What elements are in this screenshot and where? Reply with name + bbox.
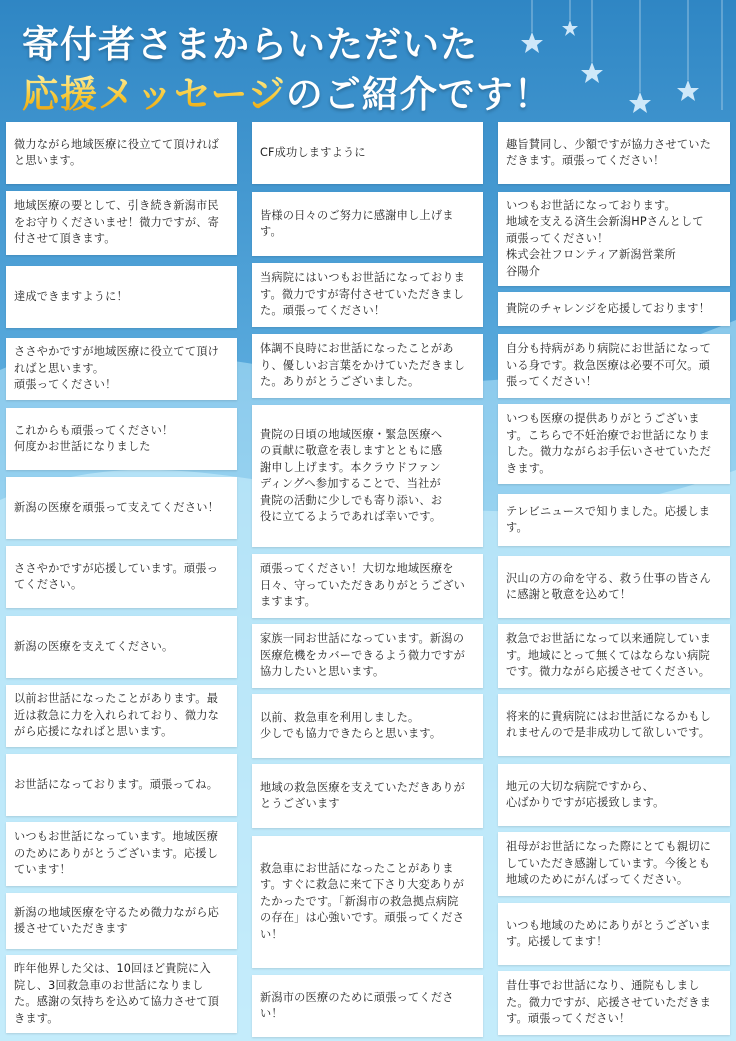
message-card: 地域医療の要として、引き続き新潟市民 をお守りくださいませ！微力ですが、寄 付させて頂きます。 — [6, 191, 237, 255]
message-card: 当病院にはいつもお世話になっておりま す。微力ですが寄付させていただきまし た。頑張ってください！ — [252, 263, 483, 327]
message-card: 貴院の日頃の地域医療・緊急医療へ の貢献に敬意を表しますとともに感 謝申し上げます。本クラウドファン ディングへ参加することで、当社が 貴院の活動に少しでも寄り添い、お 役に立てるようであれば幸いです。 — [252, 405, 483, 547]
message-card: CF成功しますように — [252, 122, 483, 184]
message-card: 救急でお世話になって以来通院していま す。地域にとって無くてはならない病院 です。微力ながら応援させてください。 — [498, 624, 730, 688]
message-card: いつも医療の提供ありがとうございま す。こちらで不妊治療でお世話になりま した。微力ながらお手伝いさせていただ きます。 — [498, 404, 730, 484]
message-card: お世話になっております。頑張ってね。 — [6, 754, 237, 816]
message-card: ささやかですが応援しています。頑張っ てください。 — [6, 546, 237, 608]
message-card: これからも頑張ってください！ 何度かお世話になりました — [6, 408, 237, 470]
message-card: 沢山の方の命を守る、救う仕事の皆さん に感謝と敬意を込めて！ — [498, 556, 730, 618]
message-card: 微力ながら地域医療に役立てて頂ければ と思います。 — [6, 122, 237, 184]
message-card: 昨年他界した父は、10回ほど貴院に入 院し、3回救急車のお世話になりまし た。感謝の気持ちを込めて協力させて頂 きます。 — [6, 955, 237, 1033]
title-rest: のご紹介です！ — [285, 73, 552, 116]
message-card: いつも地域のためにありがとうございま す。応援してます！ — [498, 903, 730, 965]
message-card: 家族一同お世話になっています。新潟の 医療危機をカバーできるよう微力ですが 協力したいと思います。 — [252, 624, 483, 688]
page-header — [0, 0, 736, 120]
message-card: 新潟の医療を支えてください。 — [6, 616, 237, 678]
message-card: 体調不良時にお世話になったことがあ り、優しいお言葉をかけていただきまし た。ありがとうございました。 — [252, 334, 483, 398]
message-card: 地域の救急医療を支えていただきありが とうございます — [252, 764, 483, 828]
message-card: 新潟市の医療のために頑張ってくださ い！ — [252, 975, 483, 1037]
message-card: 達成できますように！ — [6, 266, 237, 328]
page-title-line2 — [22, 64, 552, 118]
message-card: テレビニュースで知りました。応援しま す。 — [498, 494, 730, 546]
message-card: 昔仕事でお世話になり、通院もしまし た。微力ですが、応援させていただきま す。頑張ってください！ — [498, 971, 730, 1035]
message-card: 以前お世話になったことがあります。最 近は救急に力を入れられており、微力な がら応援になればと思います。 — [6, 685, 237, 747]
message-card: ささやかですが地域医療に役立てて頂け ればと思います。 頑張ってください！ — [6, 338, 237, 400]
message-card: 以前、救急車を利用しました。 少しでも協力できたらと思います。 — [252, 694, 483, 758]
message-card: 将来的に貴病院にはお世話になるかもし れませんので是非成功して欲しいです。 — [498, 694, 730, 756]
message-card: 地元の大切な病院ですから、 心ばかりですが応援致します。 — [498, 764, 730, 826]
title-highlight: 応援メッセージ — [22, 73, 286, 116]
message-card: いつもお世話になっています。地域医療 のためにありがとうございます。応援し ています！ — [6, 822, 237, 886]
message-card: 新潟の地域医療を守るため微力ながら応 援させていただきます — [6, 893, 237, 949]
message-card: 自分も持病があり病院にお世話になって いる身です。救急医療は必要不可欠。頑 張ってください！ — [498, 334, 730, 398]
message-card: 祖母がお世話になった際にとても親切に していただき感謝しています。今後とも 地域のためにがんばってください。 — [498, 832, 730, 896]
message-card: 趣旨賛同し、少額ですが協力させていた だきます。頑張ってください！ — [498, 122, 730, 184]
message-card: 新潟の医療を頑張って支えてください！ — [6, 477, 237, 539]
message-card: 救急車にお世話になったことがありま す。すぐに救急に来て下さり大変ありが たかったです。「新潟市の救急拠点病院 の存在」は心強いです。頑張ってくださ い！ — [252, 836, 483, 968]
message-card: 皆様の日々のご努力に感謝申し上げま す。 — [252, 192, 483, 256]
message-card: 貴院のチャレンジを応援しております！ — [498, 292, 730, 326]
message-card: いつもお世話になっております。 地域を支える済生会新潟HPさんとして 頑張ってください！ 株式会社フロンティア新潟営業所 谷陽介 — [498, 192, 730, 286]
message-card: 頑張ってください！大切な地域医療を 日々、守っていただきありがとうござい ますます。 — [252, 554, 483, 618]
page-title-line1: 寄付者さまからいただいた — [22, 23, 478, 66]
